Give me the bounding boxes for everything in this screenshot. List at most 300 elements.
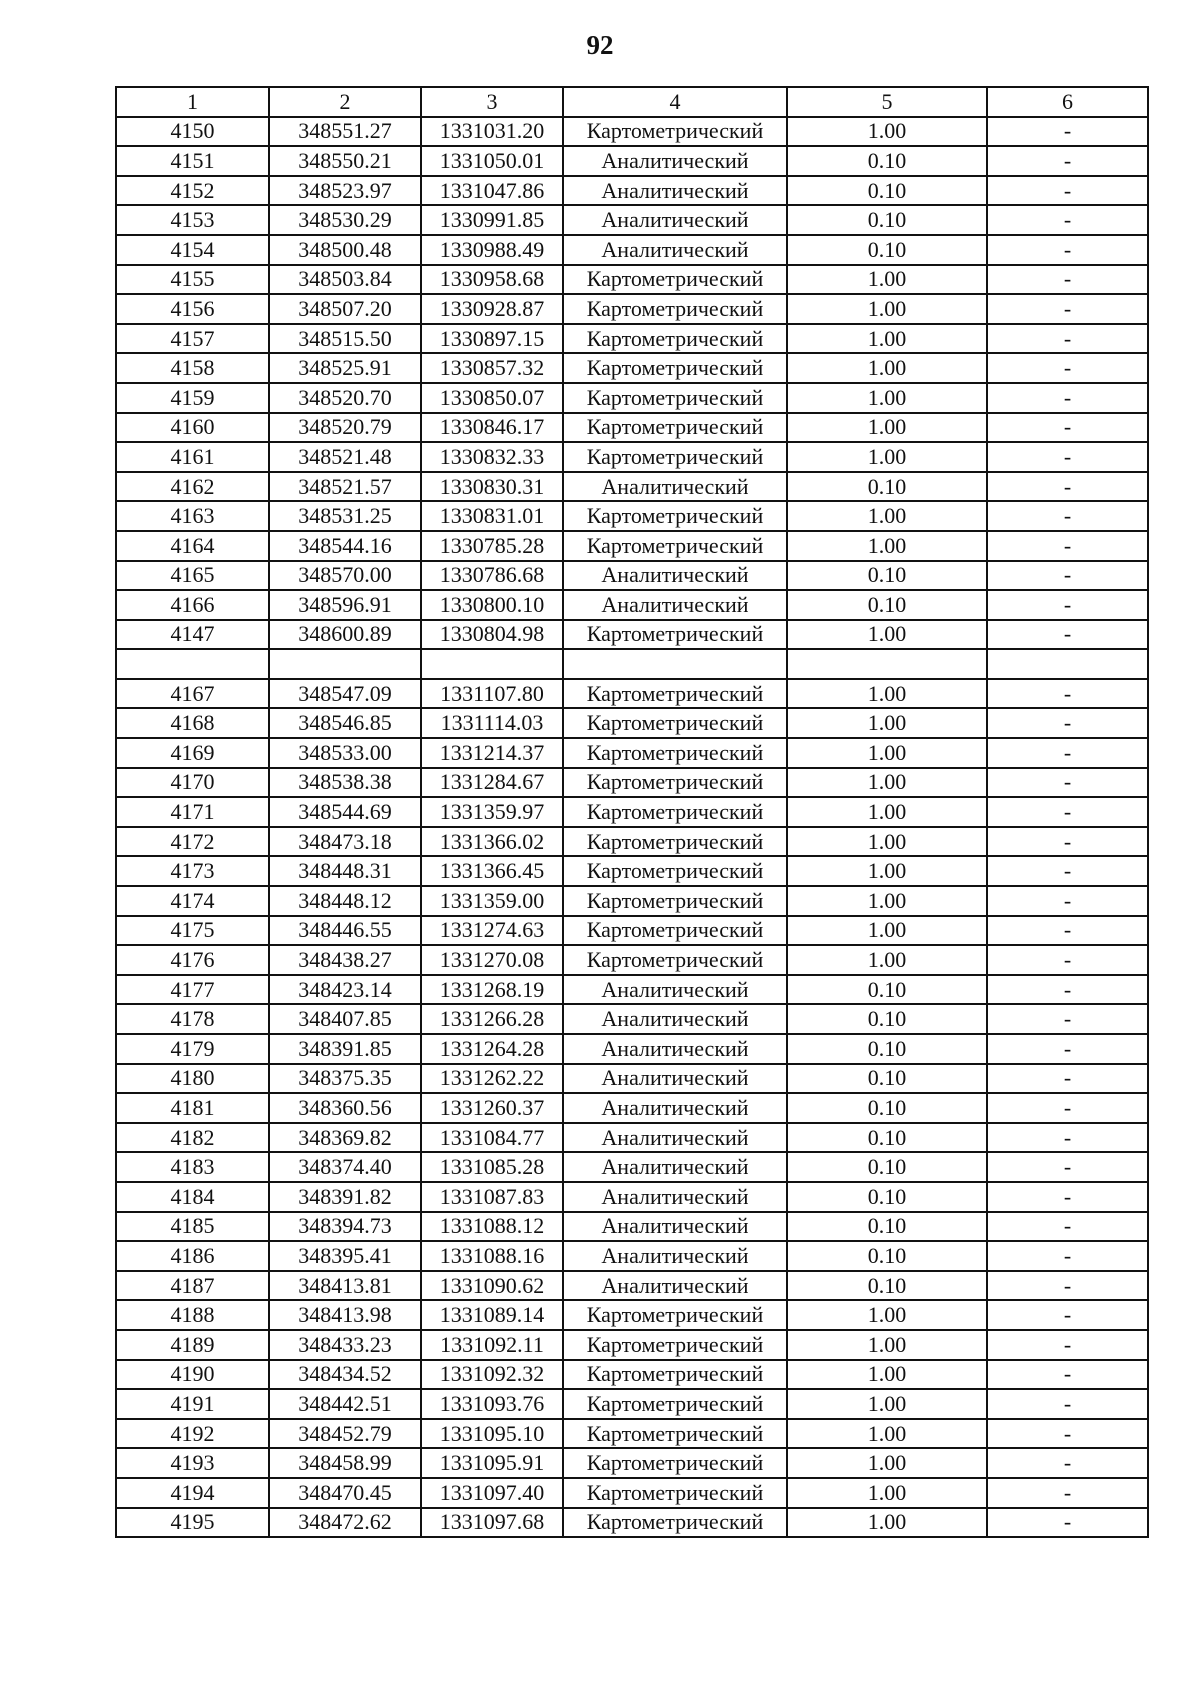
point-number-cell: 4165: [116, 561, 269, 591]
method-cell: Аналитический: [563, 1152, 787, 1182]
note-cell: -: [987, 620, 1148, 650]
accuracy-cell: 1.00: [787, 1448, 987, 1478]
method-cell: Картометрический: [563, 353, 787, 383]
method-cell: Картометрический: [563, 1360, 787, 1390]
point-number-cell: 4192: [116, 1419, 269, 1449]
table-row: [116, 708, 1148, 738]
point-number-cell: 4167: [116, 679, 269, 709]
method-cell: Аналитический: [563, 975, 787, 1005]
x-coordinate-cell: 348391.85: [269, 1034, 421, 1064]
table-row: [116, 1182, 1148, 1212]
method-cell: Картометрический: [563, 294, 787, 324]
x-coordinate-cell: 348570.00: [269, 561, 421, 591]
accuracy-cell: 0.10: [787, 1271, 987, 1301]
y-coordinate-cell: 1331262.22: [421, 1064, 563, 1094]
note-cell: -: [987, 1448, 1148, 1478]
note-cell: -: [987, 679, 1148, 709]
note-cell: -: [987, 1271, 1148, 1301]
accuracy-cell: 1.00: [787, 797, 987, 827]
accuracy-cell: 1.00: [787, 413, 987, 443]
table-row: [116, 1004, 1148, 1034]
x-coordinate-cell: 348442.51: [269, 1389, 421, 1419]
point-number-cell: 4150: [116, 117, 269, 147]
method-cell: Картометрический: [563, 886, 787, 916]
table-row: [116, 738, 1148, 768]
x-coordinate-cell: 348448.31: [269, 856, 421, 886]
table-body: [116, 117, 1148, 1538]
note-cell: -: [987, 708, 1148, 738]
method-cell: Картометрический: [563, 1389, 787, 1419]
accuracy-cell: 0.10: [787, 590, 987, 620]
accuracy-cell: 1.00: [787, 353, 987, 383]
accuracy-cell: 1.00: [787, 679, 987, 709]
note-cell: -: [987, 1123, 1148, 1153]
y-coordinate-cell: 1331366.45: [421, 856, 563, 886]
accuracy-cell: 0.10: [787, 1004, 987, 1034]
accuracy-cell: 1.00: [787, 1360, 987, 1390]
x-coordinate-cell: 348470.45: [269, 1478, 421, 1508]
x-coordinate-cell: 348413.98: [269, 1300, 421, 1330]
note-cell: -: [987, 324, 1148, 354]
y-coordinate-cell: 1331092.32: [421, 1360, 563, 1390]
note-cell: [987, 649, 1148, 679]
accuracy-cell: 1.00: [787, 827, 987, 857]
accuracy-cell: 0.10: [787, 561, 987, 591]
accuracy-cell: 0.10: [787, 1212, 987, 1242]
column-header-4: 4: [563, 87, 787, 117]
accuracy-cell: 1.00: [787, 531, 987, 561]
x-coordinate-cell: 348503.84: [269, 265, 421, 295]
table-row: [116, 1330, 1148, 1360]
table-row: [116, 265, 1148, 295]
accuracy-cell: 0.10: [787, 1241, 987, 1271]
note-cell: -: [987, 738, 1148, 768]
x-coordinate-cell: 348458.99: [269, 1448, 421, 1478]
y-coordinate-cell: 1330832.33: [421, 442, 563, 472]
table-row: [116, 117, 1148, 147]
accuracy-cell: 0.10: [787, 146, 987, 176]
x-coordinate-cell: 348520.70: [269, 383, 421, 413]
point-number-cell: 4188: [116, 1300, 269, 1330]
note-cell: -: [987, 1360, 1148, 1390]
table-row: [116, 1478, 1148, 1508]
point-number-cell: 4189: [116, 1330, 269, 1360]
note-cell: -: [987, 1093, 1148, 1123]
y-coordinate-cell: 1330786.68: [421, 561, 563, 591]
table-row: [116, 531, 1148, 561]
y-coordinate-cell: 1331097.40: [421, 1478, 563, 1508]
y-coordinate-cell: 1330897.15: [421, 324, 563, 354]
method-cell: Аналитический: [563, 1034, 787, 1064]
table-row: [116, 413, 1148, 443]
x-coordinate-cell: 348413.81: [269, 1271, 421, 1301]
x-coordinate-cell: 348446.55: [269, 916, 421, 946]
method-cell: Картометрический: [563, 501, 787, 531]
note-cell: -: [987, 827, 1148, 857]
point-number-cell: 4171: [116, 797, 269, 827]
page-number: 92: [586, 30, 614, 60]
table-row: [116, 886, 1148, 916]
method-cell: Аналитический: [563, 1123, 787, 1153]
point-number-cell: 4174: [116, 886, 269, 916]
point-number-cell: 4179: [116, 1034, 269, 1064]
table-row: [116, 472, 1148, 502]
accuracy-cell: 1.00: [787, 916, 987, 946]
point-number-cell: 4169: [116, 738, 269, 768]
point-number-cell: 4161: [116, 442, 269, 472]
point-number-cell: 4180: [116, 1064, 269, 1094]
y-coordinate-cell: 1331359.00: [421, 886, 563, 916]
accuracy-cell: 1.00: [787, 1330, 987, 1360]
y-coordinate-cell: 1331090.62: [421, 1271, 563, 1301]
x-coordinate-cell: 348433.23: [269, 1330, 421, 1360]
note-cell: -: [987, 975, 1148, 1005]
point-number-cell: 4153: [116, 205, 269, 235]
point-number-cell: 4195: [116, 1508, 269, 1538]
x-coordinate-cell: 348538.38: [269, 768, 421, 798]
accuracy-cell: 1.00: [787, 265, 987, 295]
point-number-cell: 4162: [116, 472, 269, 502]
y-coordinate-cell: 1330831.01: [421, 501, 563, 531]
y-coordinate-cell: 1331088.16: [421, 1241, 563, 1271]
table-row: [116, 1389, 1148, 1419]
point-number-cell: 4184: [116, 1182, 269, 1212]
note-cell: -: [987, 856, 1148, 886]
x-coordinate-cell: 348544.16: [269, 531, 421, 561]
table-row: [116, 679, 1148, 709]
note-cell: -: [987, 117, 1148, 147]
table-row: [116, 945, 1148, 975]
y-coordinate-cell: 1331214.37: [421, 738, 563, 768]
accuracy-cell: 0.10: [787, 205, 987, 235]
accuracy-cell: 0.10: [787, 235, 987, 265]
y-coordinate-cell: 1331107.80: [421, 679, 563, 709]
accuracy-cell: 1.00: [787, 1300, 987, 1330]
accuracy-cell: 0.10: [787, 176, 987, 206]
column-header-5: 5: [787, 87, 987, 117]
y-coordinate-cell: 1330857.32: [421, 353, 563, 383]
x-coordinate-cell: 348515.50: [269, 324, 421, 354]
y-coordinate-cell: 1331284.67: [421, 768, 563, 798]
x-coordinate-cell: 348525.91: [269, 353, 421, 383]
table-row: [116, 856, 1148, 886]
x-coordinate-cell: 348452.79: [269, 1419, 421, 1449]
x-coordinate-cell: 348550.21: [269, 146, 421, 176]
note-cell: -: [987, 886, 1148, 916]
method-cell: Картометрический: [563, 738, 787, 768]
x-coordinate-cell: 348544.69: [269, 797, 421, 827]
table-row: [116, 1152, 1148, 1182]
table-row: [116, 501, 1148, 531]
x-coordinate-cell: 348394.73: [269, 1212, 421, 1242]
point-number-cell: 4160: [116, 413, 269, 443]
point-number-cell: 4168: [116, 708, 269, 738]
column-header-3: 3: [421, 87, 563, 117]
y-coordinate-cell: 1330928.87: [421, 294, 563, 324]
method-cell: Аналитический: [563, 590, 787, 620]
point-number-cell: 4173: [116, 856, 269, 886]
y-coordinate-cell: 1331093.76: [421, 1389, 563, 1419]
x-coordinate-cell: 348547.09: [269, 679, 421, 709]
y-coordinate-cell: 1331359.97: [421, 797, 563, 827]
x-coordinate-cell: 348596.91: [269, 590, 421, 620]
y-coordinate-cell: 1330785.28: [421, 531, 563, 561]
accuracy-cell: 0.10: [787, 1034, 987, 1064]
x-coordinate-cell: [269, 649, 421, 679]
y-coordinate-cell: 1330850.07: [421, 383, 563, 413]
y-coordinate-cell: 1331050.01: [421, 146, 563, 176]
table-row: [116, 1360, 1148, 1390]
point-number-cell: 4159: [116, 383, 269, 413]
method-cell: Аналитический: [563, 1212, 787, 1242]
point-number-cell: 4152: [116, 176, 269, 206]
accuracy-cell: 1.00: [787, 708, 987, 738]
column-header-6: 6: [987, 87, 1148, 117]
x-coordinate-cell: 348533.00: [269, 738, 421, 768]
table-row: [116, 235, 1148, 265]
accuracy-cell: 1.00: [787, 501, 987, 531]
y-coordinate-cell: 1331089.14: [421, 1300, 563, 1330]
method-cell: Аналитический: [563, 561, 787, 591]
y-coordinate-cell: [421, 649, 563, 679]
note-cell: -: [987, 383, 1148, 413]
table-row: [116, 649, 1148, 679]
note-cell: -: [987, 916, 1148, 946]
note-cell: -: [987, 797, 1148, 827]
method-cell: Картометрический: [563, 413, 787, 443]
y-coordinate-cell: 1331031.20: [421, 117, 563, 147]
y-coordinate-cell: 1331274.63: [421, 916, 563, 946]
method-cell: Картометрический: [563, 117, 787, 147]
point-number-cell: 4166: [116, 590, 269, 620]
method-cell: Картометрический: [563, 383, 787, 413]
x-coordinate-cell: 348438.27: [269, 945, 421, 975]
point-number-cell: 4190: [116, 1360, 269, 1390]
x-coordinate-cell: 348520.79: [269, 413, 421, 443]
accuracy-cell: 1.00: [787, 620, 987, 650]
y-coordinate-cell: 1331092.11: [421, 1330, 563, 1360]
method-cell: Картометрический: [563, 679, 787, 709]
accuracy-cell: 1.00: [787, 945, 987, 975]
point-number-cell: 4187: [116, 1271, 269, 1301]
note-cell: -: [987, 1212, 1148, 1242]
y-coordinate-cell: 1331095.10: [421, 1419, 563, 1449]
point-number-cell: 4172: [116, 827, 269, 857]
point-number-cell: 4194: [116, 1478, 269, 1508]
table-row: [116, 1064, 1148, 1094]
point-number-cell: 4191: [116, 1389, 269, 1419]
x-coordinate-cell: 348546.85: [269, 708, 421, 738]
note-cell: -: [987, 1241, 1148, 1271]
note-cell: -: [987, 1508, 1148, 1538]
method-cell: Картометрический: [563, 620, 787, 650]
y-coordinate-cell: 1330846.17: [421, 413, 563, 443]
method-cell: Картометрический: [563, 827, 787, 857]
x-coordinate-cell: 348434.52: [269, 1360, 421, 1390]
table-row: [116, 383, 1148, 413]
note-cell: -: [987, 1034, 1148, 1064]
method-cell: Картометрический: [563, 265, 787, 295]
y-coordinate-cell: 1331097.68: [421, 1508, 563, 1538]
accuracy-cell: 0.10: [787, 1123, 987, 1153]
accuracy-cell: 1.00: [787, 856, 987, 886]
point-number-cell: 4185: [116, 1212, 269, 1242]
table-row: [116, 1034, 1148, 1064]
x-coordinate-cell: 348500.48: [269, 235, 421, 265]
column-header-2: 2: [269, 87, 421, 117]
note-cell: -: [987, 1300, 1148, 1330]
table-row: [116, 1419, 1148, 1449]
x-coordinate-cell: 348473.18: [269, 827, 421, 857]
y-coordinate-cell: 1331047.86: [421, 176, 563, 206]
x-coordinate-cell: 348472.62: [269, 1508, 421, 1538]
note-cell: -: [987, 176, 1148, 206]
coordinates-table: [115, 86, 1149, 1538]
note-cell: -: [987, 561, 1148, 591]
point-number-cell: 4155: [116, 265, 269, 295]
table-row: [116, 1300, 1148, 1330]
point-number-cell: 4182: [116, 1123, 269, 1153]
note-cell: -: [987, 1064, 1148, 1094]
method-cell: Аналитический: [563, 1271, 787, 1301]
note-cell: -: [987, 1152, 1148, 1182]
point-number-cell: 4175: [116, 916, 269, 946]
note-cell: -: [987, 442, 1148, 472]
x-coordinate-cell: 348395.41: [269, 1241, 421, 1271]
note-cell: -: [987, 472, 1148, 502]
method-cell: Аналитический: [563, 1004, 787, 1034]
method-cell: Аналитический: [563, 235, 787, 265]
accuracy-cell: 1.00: [787, 1508, 987, 1538]
method-cell: Картометрический: [563, 1448, 787, 1478]
accuracy-cell: 0.10: [787, 1064, 987, 1094]
method-cell: Аналитический: [563, 1093, 787, 1123]
y-coordinate-cell: 1331270.08: [421, 945, 563, 975]
table-row: [116, 827, 1148, 857]
accuracy-cell: 0.10: [787, 1182, 987, 1212]
header-row: [116, 87, 1148, 117]
y-coordinate-cell: 1331087.83: [421, 1182, 563, 1212]
method-cell: Картометрический: [563, 945, 787, 975]
table-row: [116, 205, 1148, 235]
table-row: [116, 1508, 1148, 1538]
table-row: [116, 620, 1148, 650]
accuracy-cell: 1.00: [787, 294, 987, 324]
table-row: [116, 916, 1148, 946]
accuracy-cell: 0.10: [787, 1152, 987, 1182]
note-cell: -: [987, 590, 1148, 620]
x-coordinate-cell: 348448.12: [269, 886, 421, 916]
method-cell: Аналитический: [563, 205, 787, 235]
y-coordinate-cell: 1331084.77: [421, 1123, 563, 1153]
method-cell: Картометрический: [563, 856, 787, 886]
point-number-cell: 4151: [116, 146, 269, 176]
note-cell: -: [987, 501, 1148, 531]
table-row: [116, 1093, 1148, 1123]
accuracy-cell: 1.00: [787, 1389, 987, 1419]
x-coordinate-cell: 348423.14: [269, 975, 421, 1005]
x-coordinate-cell: 348375.35: [269, 1064, 421, 1094]
column-header-1: 1: [116, 87, 269, 117]
method-cell: Картометрический: [563, 797, 787, 827]
x-coordinate-cell: 348407.85: [269, 1004, 421, 1034]
table-row: [116, 768, 1148, 798]
point-number-cell: 4193: [116, 1448, 269, 1478]
table-row: [116, 294, 1148, 324]
accuracy-cell: 1.00: [787, 1478, 987, 1508]
method-cell: Картометрический: [563, 531, 787, 561]
point-number-cell: 4176: [116, 945, 269, 975]
point-number-cell: 4163: [116, 501, 269, 531]
x-coordinate-cell: 348530.29: [269, 205, 421, 235]
table-row: [116, 797, 1148, 827]
point-number-cell: 4164: [116, 531, 269, 561]
x-coordinate-cell: 348521.57: [269, 472, 421, 502]
method-cell: Аналитический: [563, 1241, 787, 1271]
method-cell: Аналитический: [563, 472, 787, 502]
table-row: [116, 324, 1148, 354]
point-number-cell: 4154: [116, 235, 269, 265]
point-number-cell: 4186: [116, 1241, 269, 1271]
method-cell: Картометрический: [563, 1300, 787, 1330]
x-coordinate-cell: 348523.97: [269, 176, 421, 206]
point-number-cell: 4181: [116, 1093, 269, 1123]
note-cell: -: [987, 235, 1148, 265]
table-row: [116, 353, 1148, 383]
accuracy-cell: 1.00: [787, 768, 987, 798]
y-coordinate-cell: 1331095.91: [421, 1448, 563, 1478]
method-cell: Аналитический: [563, 1182, 787, 1212]
method-cell: Картометрический: [563, 1478, 787, 1508]
table-row: [116, 1212, 1148, 1242]
accuracy-cell: 1.00: [787, 117, 987, 147]
y-coordinate-cell: 1331085.28: [421, 1152, 563, 1182]
y-coordinate-cell: 1330958.68: [421, 265, 563, 295]
y-coordinate-cell: 1331114.03: [421, 708, 563, 738]
y-coordinate-cell: 1331264.28: [421, 1034, 563, 1064]
table-row: [116, 1123, 1148, 1153]
x-coordinate-cell: 348391.82: [269, 1182, 421, 1212]
table-row: [116, 1241, 1148, 1271]
x-coordinate-cell: 348531.25: [269, 501, 421, 531]
x-coordinate-cell: 348600.89: [269, 620, 421, 650]
x-coordinate-cell: 348521.48: [269, 442, 421, 472]
y-coordinate-cell: 1330804.98: [421, 620, 563, 650]
y-coordinate-cell: 1331088.12: [421, 1212, 563, 1242]
y-coordinate-cell: 1330991.85: [421, 205, 563, 235]
note-cell: -: [987, 1182, 1148, 1212]
y-coordinate-cell: 1330830.31: [421, 472, 563, 502]
method-cell: Картометрический: [563, 442, 787, 472]
point-number-cell: 4156: [116, 294, 269, 324]
accuracy-cell: 1.00: [787, 383, 987, 413]
note-cell: -: [987, 945, 1148, 975]
method-cell: Аналитический: [563, 176, 787, 206]
note-cell: -: [987, 1330, 1148, 1360]
point-number-cell: 4170: [116, 768, 269, 798]
point-number-cell: 4177: [116, 975, 269, 1005]
y-coordinate-cell: 1331266.28: [421, 1004, 563, 1034]
table-row: [116, 146, 1148, 176]
method-cell: Картометрический: [563, 916, 787, 946]
accuracy-cell: 1.00: [787, 442, 987, 472]
accuracy-cell: [787, 649, 987, 679]
y-coordinate-cell: 1331260.37: [421, 1093, 563, 1123]
method-cell: Картометрический: [563, 1330, 787, 1360]
note-cell: -: [987, 413, 1148, 443]
note-cell: -: [987, 1419, 1148, 1449]
accuracy-cell: 0.10: [787, 1093, 987, 1123]
